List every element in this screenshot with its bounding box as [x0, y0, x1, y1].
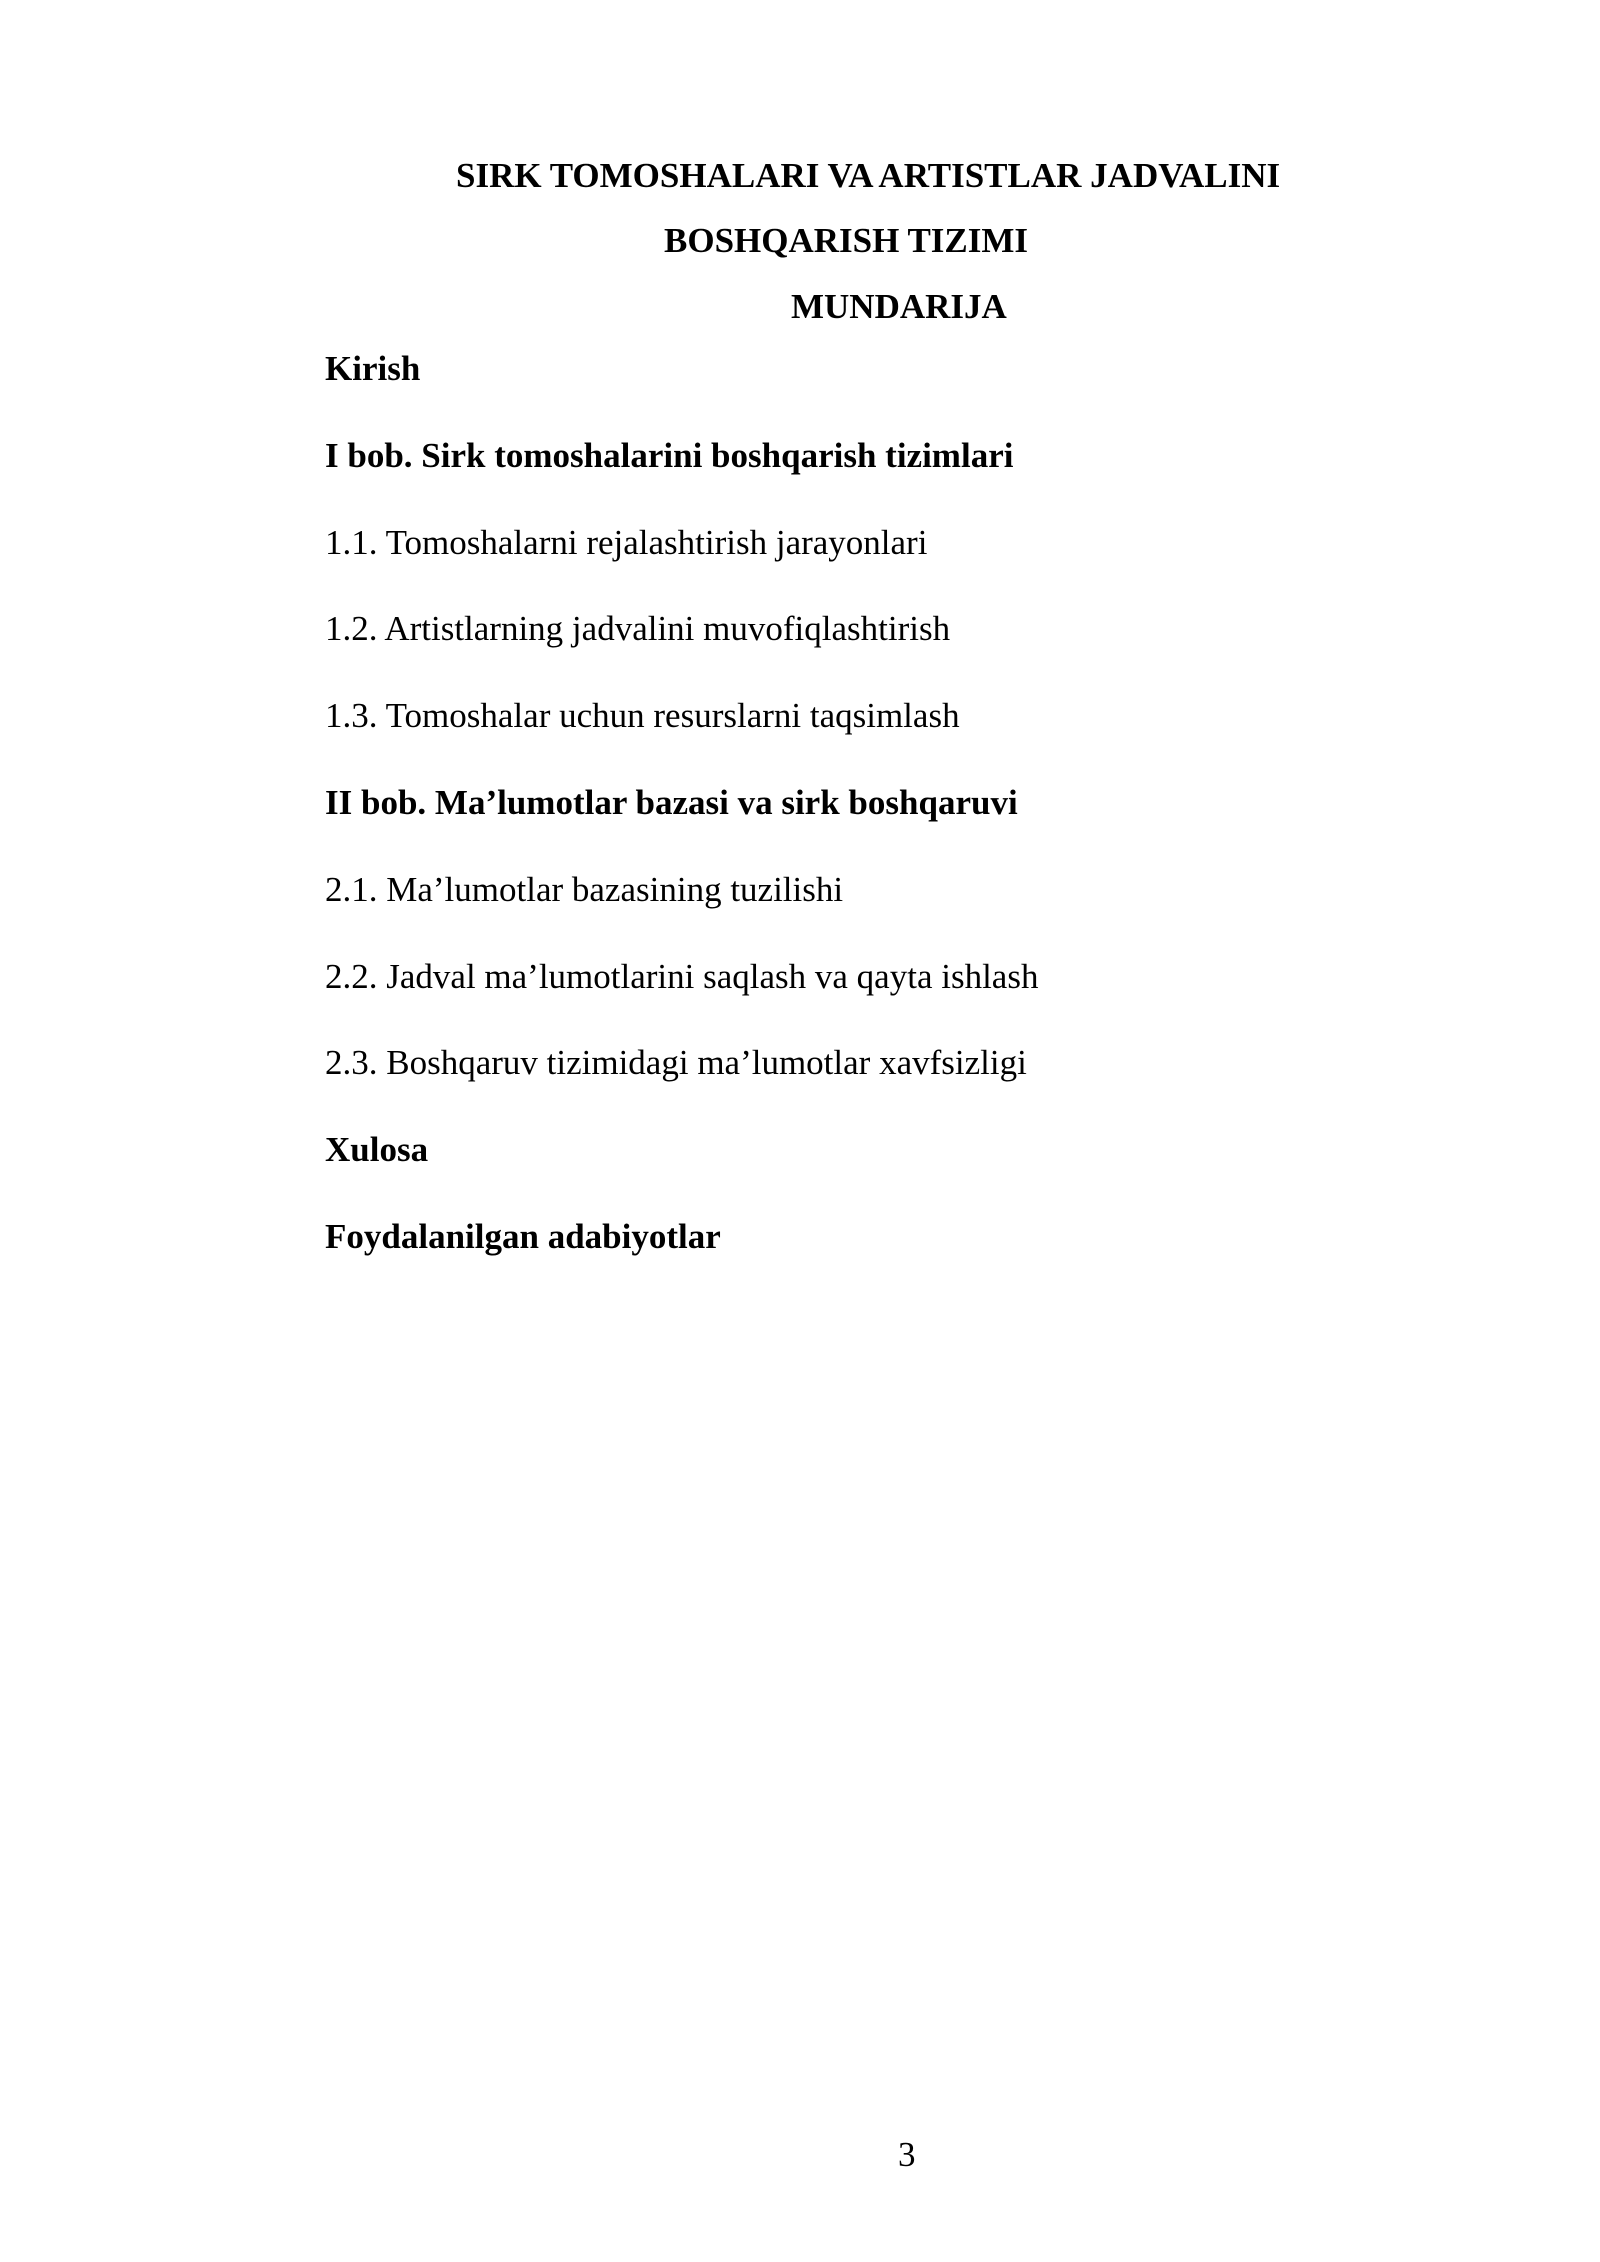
- toc-item-section-2-1: 2.1. Ma’lumotlar bazasining tuzilishi: [325, 869, 844, 909]
- toc-item-conclusion: Xulosa: [325, 1130, 429, 1170]
- toc-item-section-1-3: 1.3. Tomoshalar uchun resurslarni taqsimlash: [325, 696, 960, 736]
- table-of-contents: [325, 351, 1038, 1306]
- toc-item-section-1-2: 1.2. Artistlarning jadvalini muvofiqlashtirish: [325, 609, 951, 649]
- contents-heading: MUNDARIJA: [791, 287, 1007, 326]
- toc-item-references: Foydalanilgan adabiyotlar: [325, 1216, 721, 1256]
- document-title-line-2: BOSHQARISH TIZIMI: [664, 221, 1029, 260]
- toc-item-section-1-1: 1.1. Tomoshalarni rejalashtirish jarayonlari: [325, 522, 928, 562]
- page-number: 3: [898, 2135, 916, 2174]
- toc-item-chapter-1: I bob. Sirk tomoshalarini boshqarish tizimlari: [325, 435, 1014, 475]
- toc-item-section-2-2: 2.2. Jadval ma’lumotlarini saqlash va qayta ishlash: [325, 956, 1039, 996]
- document-title-line-1: SIRK TOMOSHALARI VA ARTISTLAR JADVALINI: [456, 156, 1281, 195]
- toc-item-chapter-2: II bob. Ma’lumotlar bazasi va sirk boshqaruvi: [325, 782, 1018, 822]
- toc-item-introduction: Kirish: [325, 349, 421, 388]
- toc-item-section-2-3: 2.3. Boshqaruv tizimidagi ma’lumotlar xavfsizligi: [325, 1043, 1027, 1083]
